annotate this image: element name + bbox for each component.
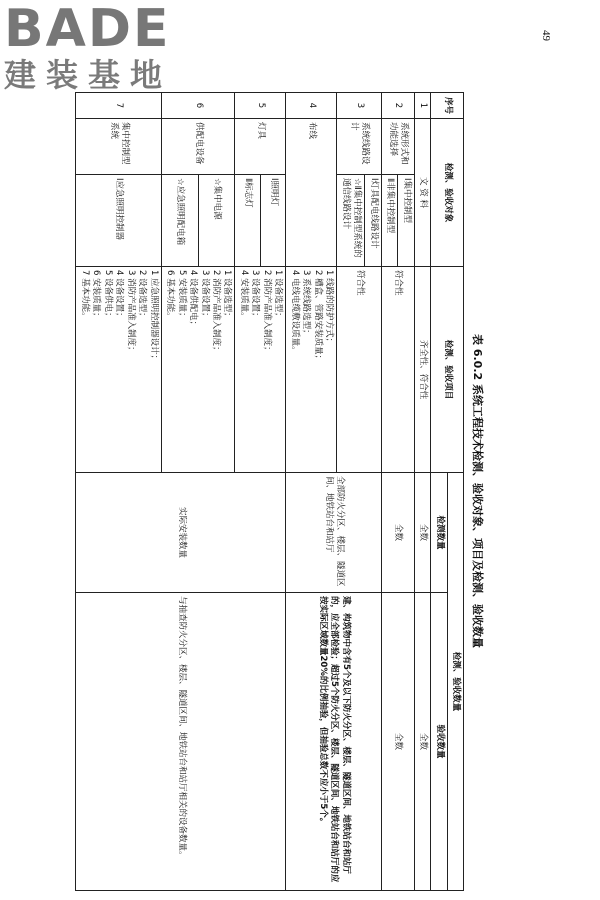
check-cell: 全部防火分区、楼层、隧道区间、地铁站台和站厅	[286, 473, 381, 593]
subobject-cell: ☆应急照明配电箱	[161, 175, 198, 267]
brand-wordmark: BADE	[4, 0, 171, 59]
list-item: 4 设备设置；	[114, 270, 125, 321]
accept-cell: 建、构筑物中含有5个及以下防火分区、楼层、隧道区间、地铁站台和站厅的，应全部检验；超过5个防火分区、楼层、隧道区间、地铁站台和站厅的应按实际区域数量20%的比例抽验，但抽验总数不应小于5个。	[286, 593, 381, 891]
rotated-page-content	[79, 92, 504, 890]
list-item: 5 设备供电；	[102, 270, 113, 321]
list-item: 7 基本功能。	[79, 270, 90, 321]
subobject-cell: Ⅰ照明灯	[260, 175, 285, 267]
object-cell: 布线	[286, 119, 337, 267]
item-cell: 符合性	[337, 267, 381, 473]
subobject-cell: Ⅰ集中控制型	[398, 175, 414, 267]
list-item: 4 设备供配电；	[188, 270, 199, 330]
item-list-cell	[161, 267, 235, 473]
item-cell: 齐全性、符合性	[414, 267, 430, 473]
list-item: 6 基本功能。	[165, 270, 176, 321]
seq-cell: 6	[161, 93, 235, 119]
seq-cell: 7	[76, 93, 161, 119]
object-cell: 集中控制型系统	[76, 119, 161, 175]
list-item: 3 设备设置；	[199, 270, 210, 321]
header-count-check: 检测数量	[431, 473, 447, 593]
list-item: 1 应急照明控制器设计；	[148, 270, 159, 364]
brand-logo	[4, 0, 184, 94]
list-item: 2 设备选型；	[137, 270, 148, 321]
list-item: 1 线路的防护方式；	[324, 270, 335, 347]
seq-cell: 3	[337, 93, 381, 119]
subobject-cell: Ⅱ标志灯	[235, 175, 260, 267]
object-cell: 系统形式和功能选择	[381, 119, 414, 175]
object-cell: 文 资 料	[414, 119, 430, 267]
seq-cell: 2	[381, 93, 414, 119]
brand-wordmark-cn: 建装基地	[4, 56, 173, 94]
object-cell: 系统线路设计	[337, 119, 381, 175]
header-object: 检测、验收对象	[431, 119, 464, 267]
list-item: 3 设备设置；	[250, 270, 261, 321]
list-item: 2 槽盒、管路安装质量；	[312, 270, 323, 364]
list-item: 2 消防产品准入制度；	[211, 270, 222, 355]
subobject-cell: ☆Ⅱ集中控制型系统的通信线路设计	[337, 175, 365, 267]
table-row	[414, 93, 430, 891]
list-item: 1 设备选型；	[222, 270, 233, 321]
seq-cell: 5	[235, 93, 286, 119]
object-cell: 供配电设备	[161, 119, 235, 175]
seq-cell: 1	[414, 93, 430, 119]
header-item: 检测、验收项目	[431, 267, 464, 473]
list-item: 1 设备选型；	[273, 270, 284, 321]
list-item: 5 安装质量；	[176, 270, 187, 321]
item-list-cell	[286, 267, 337, 473]
list-item: 2 消防产品准入制度；	[261, 270, 272, 355]
subobject-cell: Ⅰ应急照明控制器	[76, 175, 161, 267]
seq-cell: 4	[286, 93, 337, 119]
list-item: 3 消防产品准入制度；	[125, 270, 136, 355]
table-row	[260, 93, 285, 891]
table-header-row	[447, 93, 463, 891]
list-item: 3 系统线路选型；	[301, 270, 312, 338]
subobject-cell: Ⅰ灯具配电线路设计	[365, 175, 381, 267]
accept-cell: 与抽查防火分区、楼层、隧道区间、地铁站台和站厅相关的设备数量。	[76, 593, 286, 891]
list-item: 6 安装质量；	[91, 270, 102, 321]
page-number: 49	[540, 30, 552, 41]
check-cell: 全数	[381, 473, 414, 593]
accept-cell: 全数	[381, 593, 414, 891]
header-count-accept: 验收数量	[431, 593, 447, 891]
inspection-table	[75, 92, 464, 891]
table-row	[398, 93, 414, 891]
list-item: 4 安装质量。	[238, 270, 249, 321]
accept-cell: 全数	[414, 593, 430, 891]
item-cell: 符合性	[381, 267, 414, 473]
check-cell: 全数	[414, 473, 430, 593]
header-seq: 序号	[431, 93, 464, 119]
table-caption: 表 6.0.2 系统工程技术检测、验收对象、项目及检测、验收数量	[471, 334, 484, 648]
header-count-group: 检测、验收数量	[447, 473, 463, 891]
list-item: 4 电线电缆敷设质量。	[289, 270, 300, 355]
table-row	[365, 93, 381, 891]
subobject-cell: ☆集中电源	[198, 175, 235, 267]
item-list-cell	[76, 267, 161, 473]
subobject-cell: Ⅱ非集中控制型	[381, 175, 397, 267]
item-list-cell	[235, 267, 286, 473]
check-cell: 实际安装数量	[76, 473, 286, 593]
object-cell: 灯具	[235, 119, 286, 175]
